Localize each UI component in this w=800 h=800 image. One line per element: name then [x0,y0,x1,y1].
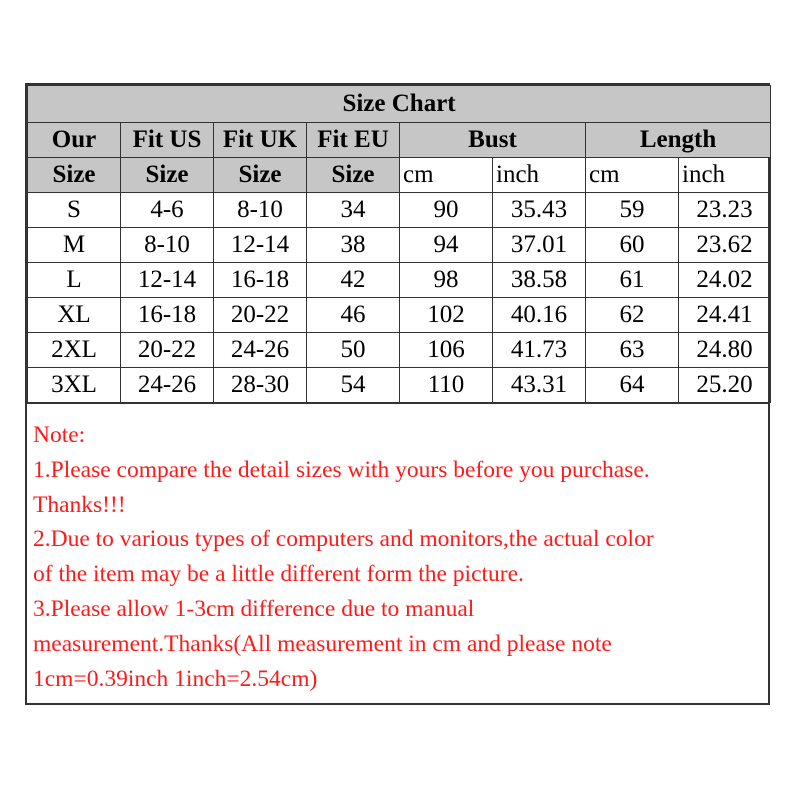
note-line: measurement.Thanks(All measurement in cm and please note [33,630,612,657]
note-line: 1.Please compare the detail sizes with yours before you purchase. [33,456,650,483]
cell-bust-cm: 90 [400,193,493,228]
cell-our-size: 3XL [28,368,121,403]
size-table [27,85,771,403]
cell-fit-uk: 16-18 [214,263,307,298]
cell-length-inch: 24.41 [679,298,771,333]
cell-our-size: S [28,193,121,228]
table-row [28,193,771,228]
cell-fit-eu: 34 [307,193,400,228]
cell-bust-cm: 94 [400,228,493,263]
cell-length-inch: 24.02 [679,263,771,298]
cell-bust-inch: 35.43 [493,193,586,228]
cell-our-size: 2XL [28,333,121,368]
cell-fit-eu: 46 [307,298,400,333]
cell-length-cm: 59 [586,193,679,228]
header-fit-uk-bottom: Size [214,158,307,193]
cell-fit-us: 4-6 [121,193,214,228]
cell-length-cm: 60 [586,228,679,263]
cell-our-size: M [28,228,121,263]
header-fit-us-bottom: Size [121,158,214,193]
cell-length-inch: 24.80 [679,333,771,368]
cell-fit-us: 16-18 [121,298,214,333]
cell-fit-eu: 50 [307,333,400,368]
cell-fit-us: 24-26 [121,368,214,403]
header-fit-eu-bottom: Size [307,158,400,193]
cell-bust-cm: 110 [400,368,493,403]
header-length: Length [586,123,771,158]
note-line: 2.Due to various types of computers and monitors,the actual color [33,526,654,553]
cell-fit-us: 12-14 [121,263,214,298]
cell-length-inch: 23.23 [679,193,771,228]
unit-length-inch: inch [679,158,771,193]
cell-fit-uk: 12-14 [214,228,307,263]
cell-bust-inch: 40.16 [493,298,586,333]
cell-bust-inch: 43.31 [493,368,586,403]
cell-our-size: XL [28,298,121,333]
cell-fit-us: 8-10 [121,228,214,263]
cell-length-inch: 25.20 [679,368,771,403]
cell-bust-cm: 102 [400,298,493,333]
cell-fit-uk: 20-22 [214,298,307,333]
cell-length-cm: 64 [586,368,679,403]
unit-bust-inch: inch [493,158,586,193]
cell-length-cm: 63 [586,333,679,368]
note-line: of the item may be a little different form the picture. [33,561,524,588]
cell-bust-inch: 38.58 [493,263,586,298]
header-fit-uk-top: Fit UK [214,123,307,158]
header-our-size-top: Our [28,123,121,158]
cell-fit-eu: 54 [307,368,400,403]
table-row [28,228,771,263]
cell-fit-us: 20-22 [121,333,214,368]
size-rows [28,193,771,403]
unit-bust-cm: cm [400,158,493,193]
cell-length-cm: 62 [586,298,679,333]
cell-fit-uk: 24-26 [214,333,307,368]
table-row [28,368,771,403]
header-bust: Bust [400,123,586,158]
size-chart [25,83,770,705]
header-fit-eu-top: Fit EU [307,123,400,158]
note-line: 3.Please allow 1-3cm difference due to manual [33,595,475,622]
cell-our-size: L [28,263,121,298]
header-fit-us-top: Fit US [121,123,214,158]
notes-section [27,403,768,703]
cell-fit-uk: 28-30 [214,368,307,403]
cell-bust-cm: 106 [400,333,493,368]
cell-bust-inch: 41.73 [493,333,586,368]
cell-length-cm: 61 [586,263,679,298]
cell-length-inch: 23.62 [679,228,771,263]
table-row [28,263,771,298]
note-line: 1cm=0.39inch 1inch=2.54cm) [33,665,318,692]
cell-fit-uk: 8-10 [214,193,307,228]
table-row [28,333,771,368]
table-row [28,298,771,333]
cell-bust-inch: 37.01 [493,228,586,263]
chart-title: Size Chart [28,86,771,123]
header-our-size-bottom: Size [28,158,121,193]
cell-fit-eu: 38 [307,228,400,263]
unit-length-cm: cm [586,158,679,193]
cell-fit-eu: 42 [307,263,400,298]
cell-bust-cm: 98 [400,263,493,298]
note-line: Thanks!!! [33,491,126,518]
note-heading: Note: [33,422,86,448]
